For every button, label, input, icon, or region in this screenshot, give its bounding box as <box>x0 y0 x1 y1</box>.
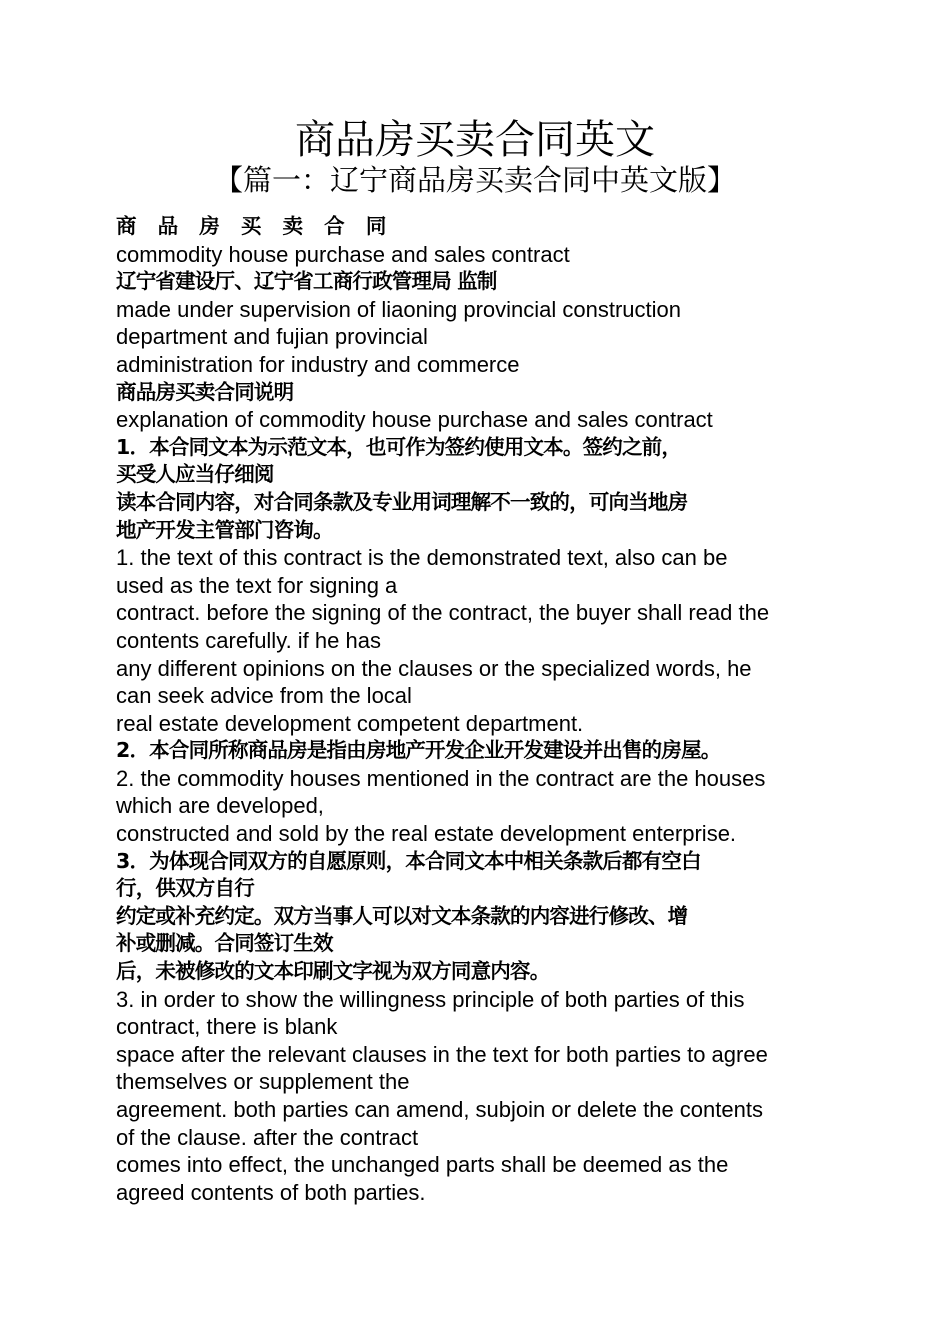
text-line: any different opinions on the clauses or the specialized words, he <box>116 655 752 681</box>
text-line: 商 品 房 买 卖 合 同 <box>116 214 394 238</box>
text-line: 读本合同内容，对合同条款及专业用词理解不一致的，可向当地房 <box>116 489 688 514</box>
text-line: agreed contents of both parties. <box>116 1179 426 1205</box>
text-line: 辽宁省建设厅、辽宁省工商行政管理局 监制 <box>116 269 497 294</box>
text-line: 3．为体现合同双方的自愿原则，本合同文本中相关条款后都有空白 <box>116 848 701 873</box>
text-line: 补或删减。合同签订生效 <box>116 931 333 956</box>
text-line: constructed and sold by the real estate development enterprise. <box>116 821 737 847</box>
text-line: 商品房买卖合同说明 <box>116 379 294 404</box>
text-line: which are developed, <box>116 793 324 819</box>
text-line: can seek advice from the local <box>116 683 412 709</box>
text-line: contract, there is blank <box>116 1014 338 1040</box>
text-line: 后，未被修改的文本印刷文字视为双方同意内容。 <box>116 959 550 984</box>
text-line: used as the text for signing a <box>116 572 398 598</box>
text-line: comes into effect, the unchanged parts shall be deemed as the <box>116 1152 729 1178</box>
text-line: real estate development competent department. <box>116 710 584 736</box>
text-line: 行，供双方自行 <box>116 876 254 901</box>
text-line: contents carefully. if he has <box>116 627 381 653</box>
text-line: 3. in order to show the willingness principle of both parties of this <box>116 986 745 1012</box>
text-line: explanation of commodity house purchase and sales contract <box>116 407 713 433</box>
text-line: 2. the commodity houses mentioned in the contract are the houses <box>116 765 766 791</box>
text-line: 1. the text of this contract is the demonstrated text, also can be <box>116 545 728 571</box>
text-line: space after the relevant clauses in the text for both parties to agree <box>116 1041 768 1067</box>
text-line: commodity house purchase and sales contract <box>116 241 570 267</box>
text-line: administration for industry and commerce <box>116 351 520 377</box>
text-line: 买受人应当仔细阅 <box>116 462 274 487</box>
text-line: of the clause. after the contract <box>116 1124 419 1150</box>
document-body <box>116 213 846 1206</box>
text-line: 地产开发主管部门咨询。 <box>116 517 333 542</box>
document-subtitle: 【篇一：辽宁商品房买卖合同中英文版】 <box>213 163 736 197</box>
text-line: department and fujian provincial <box>116 324 428 350</box>
text-line: 约定或补充约定。双方当事人可以对文本条款的内容进行修改、增 <box>116 903 688 928</box>
document-title: 商品房买卖合同英文 <box>295 117 655 163</box>
text-line: 2．本合同所称商品房是指由房地产开发企业开发建设并出售的房屋。 <box>116 738 721 763</box>
text-line: themselves or supplement the <box>116 1069 410 1095</box>
text-line: 1．本合同文本为示范文本，也可作为签约使用文本。签约之前， <box>116 434 682 459</box>
text-line: agreement. both parties can amend, subjoin or delete the contents <box>116 1097 763 1122</box>
text-line: made under supervision of liaoning provincial construction <box>116 296 681 322</box>
text-line: contract. before the signing of the contract, the buyer shall read the <box>116 600 770 626</box>
